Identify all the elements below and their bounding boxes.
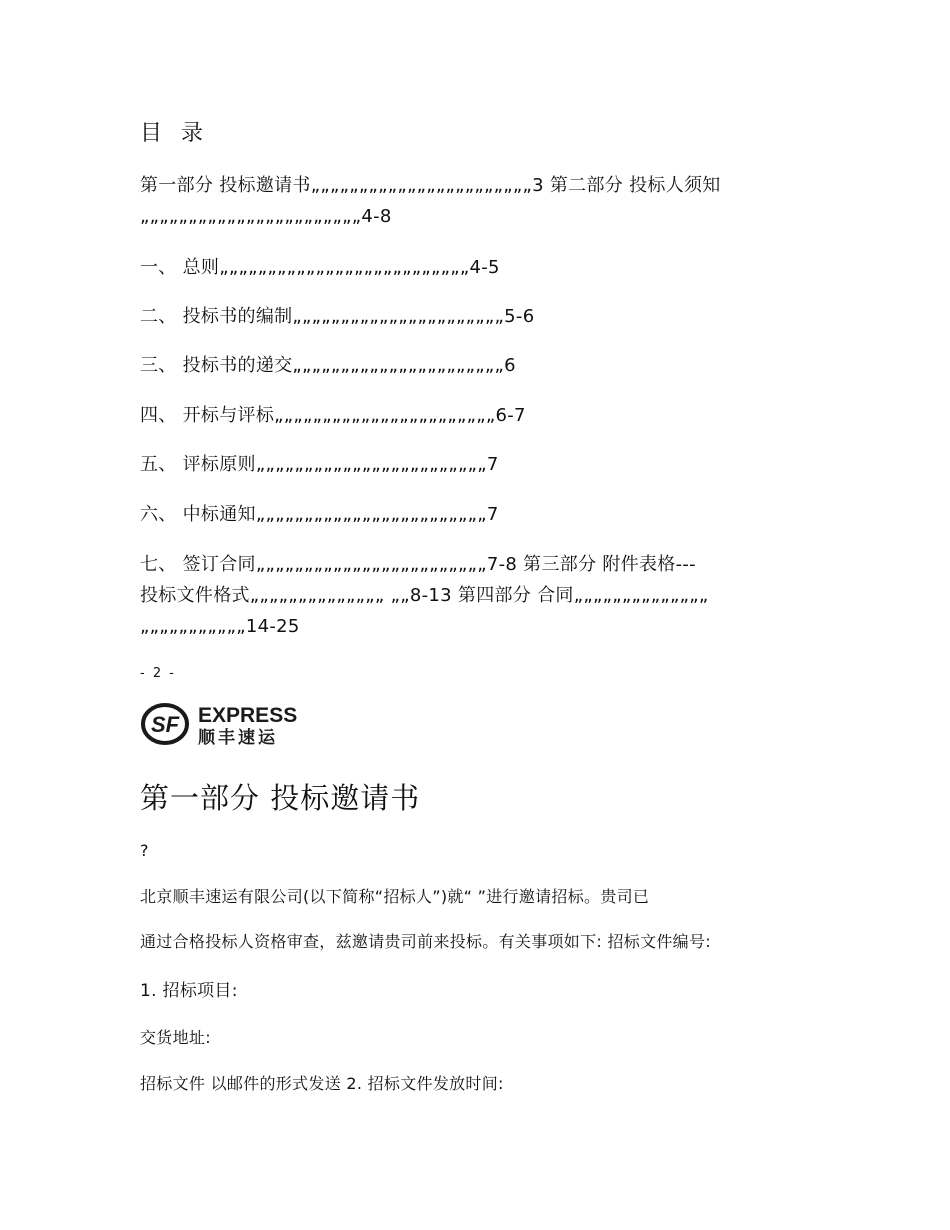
toc-line: „„„„„„„„„„„„„„„„„„„„„„„4-8 — [140, 206, 392, 227]
toc-line: „„„„„„„„„„„14-25 — [140, 616, 300, 637]
logo-brand-text: EXPRESS — [198, 704, 298, 727]
sf-express-logo — [140, 700, 312, 748]
toc-line: 五、 评标原则„„„„„„„„„„„„„„„„„„„„„„„„7 — [140, 454, 499, 475]
paragraph: 通过合格投标人资格审查，兹邀请贵司前来投标。有关事项如下: 招标文件编号: — [140, 932, 711, 951]
logo-chinese-text: 顺丰速运 — [198, 728, 278, 748]
question-mark: ? — [140, 841, 149, 860]
paragraph: 北京顺丰速运有限公司(以下简称“招标人”)就“ ”进行邀请招标。贵司已 — [140, 887, 650, 906]
toc-line: 第一部分 投标邀请书„„„„„„„„„„„„„„„„„„„„„„„3 第二部分 投标人须知 — [140, 175, 721, 196]
paragraph: 招标文件 以邮件的形式发送 2. 招标文件发放时间: — [140, 1074, 504, 1093]
logo-mark: SF — [150, 712, 180, 737]
paragraph: 1. 招标项目: — [140, 981, 238, 1001]
paragraph: 交货地址: — [140, 1028, 211, 1047]
toc-line: 一、 总则„„„„„„„„„„„„„„„„„„„„„„„„„„4-5 — [140, 257, 500, 278]
toc-line: 四、 开标与评标„„„„„„„„„„„„„„„„„„„„„„„6-7 — [140, 405, 526, 426]
toc-line: 六、 中标通知„„„„„„„„„„„„„„„„„„„„„„„„7 — [140, 504, 499, 525]
section-heading: 第一部分 投标邀请书 — [140, 781, 421, 815]
toc-line: 三、 投标书的递交„„„„„„„„„„„„„„„„„„„„„„6 — [140, 355, 516, 376]
toc-line: 七、 签订合同„„„„„„„„„„„„„„„„„„„„„„„„7-8 第三部分 附件表格--- — [140, 554, 696, 575]
page-number: - 2 - — [140, 666, 176, 681]
toc-line: 二、 投标书的编制„„„„„„„„„„„„„„„„„„„„„„5-6 — [140, 306, 535, 327]
toc-line: 投标文件格式„„„„„„„„„„„„„„ „„8-13 第四部分 合同„„„„„„„„„„„„„„ — [140, 585, 709, 606]
toc-title: 目 录 — [140, 121, 209, 146]
